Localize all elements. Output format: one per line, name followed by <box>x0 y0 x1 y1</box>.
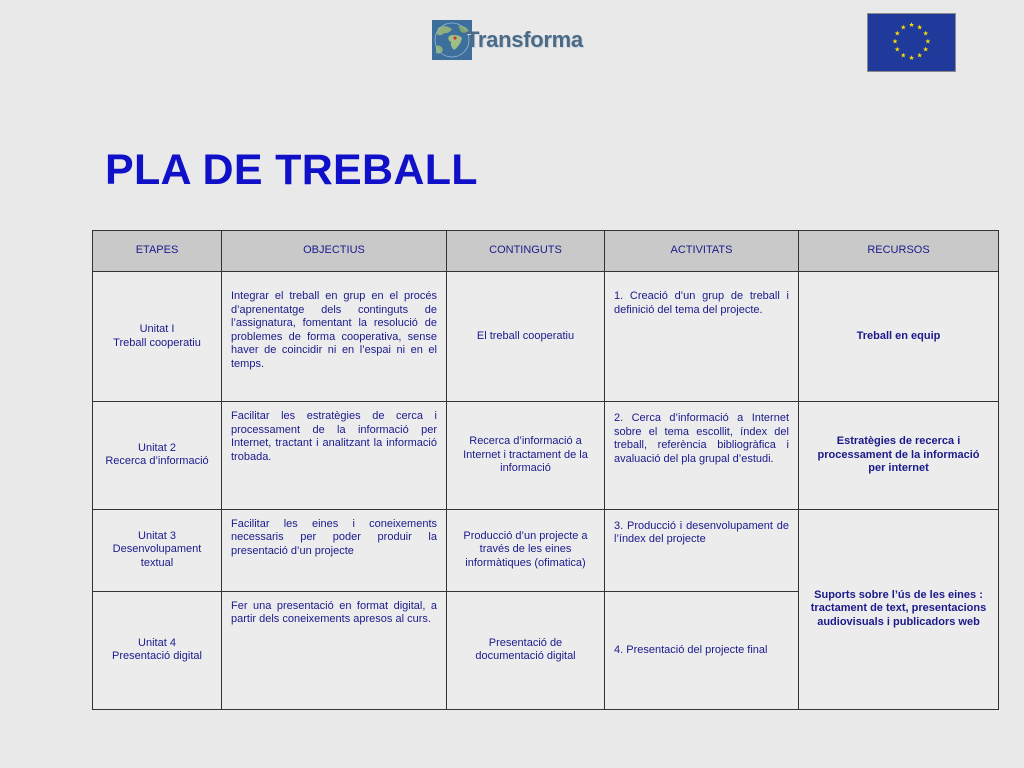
etapa-name: Desenvolupament textual <box>112 543 202 569</box>
logo-text: Transforma <box>466 27 583 52</box>
objectius-cell: Facilitar les eines i coneixements necessaris per poder produir la presentació d’un projecte <box>222 509 447 591</box>
svg-text:★: ★ <box>900 51 907 60</box>
continguts-cell: Producció d’un projecte a través de les eines informàtiques (ofimatica) <box>447 509 605 591</box>
continguts-cell: Recerca d’informació a Internet i tractament de la informació <box>447 402 605 509</box>
etapa-name: Recerca d’informació <box>105 455 209 468</box>
table-row <box>93 402 999 509</box>
svg-text:★: ★ <box>908 53 915 62</box>
header-continguts: CONTINGUTS <box>447 231 605 272</box>
etapa-unit: Unitat 4 <box>138 636 176 649</box>
page-title: PLA DE TREBALL <box>105 146 478 194</box>
etapa-cell <box>93 591 222 709</box>
etapa-cell <box>93 509 222 591</box>
svg-text:★: ★ <box>908 21 915 30</box>
etapa-cell <box>93 272 222 402</box>
recursos-cell: Estratègies de recerca i processament de la informació per internet <box>799 402 999 509</box>
etapa-unit: Unitat 2 <box>138 441 176 454</box>
etapa-unit: Unitat 3 <box>138 529 176 542</box>
header-activitats: ACTIVITATS <box>605 231 799 272</box>
continguts-cell: Presentació de documentació digital <box>447 591 605 709</box>
eu-flag <box>867 13 956 72</box>
etapa-unit: Unitat I <box>139 323 175 336</box>
activitats-cell: 1. Creació d’un grup de treball i definició del tema del projecte. <box>605 272 799 402</box>
svg-text:★: ★ <box>924 37 931 46</box>
activitats-cell: 4. Presentació del projecte final <box>605 591 799 709</box>
activitats-cell: 2. Cerca d’informació a Internet sobre el tema escollit, índex del treball, referència bibliogràfica i avaluació del pla grupal d’estudi. <box>605 402 799 509</box>
continguts-cell: El treball cooperatiu <box>447 272 605 402</box>
eu-flag-icon <box>868 14 955 71</box>
svg-text:★: ★ <box>900 23 907 32</box>
objectius-cell: Facilitar les estratègies de cerca i processament de la informació per Internet, tractant i analitzant la informació trobada. <box>222 402 447 509</box>
activitats-cell: 3. Producció i desenvolupament de l’índex del projecte <box>605 509 799 591</box>
transforma-logo <box>432 20 583 60</box>
header-etapes: ETAPES <box>93 231 222 272</box>
table-row <box>93 509 999 591</box>
objectius-cell: Fer una presentació en format digital, a partir dels coneixements apresos al curs. <box>222 591 447 709</box>
recursos-cell: Suports sobre l’ús de les eines : tractament de text, presentacions audiovisuals i publicadors web <box>799 509 999 709</box>
svg-text:★: ★ <box>894 29 901 38</box>
svg-text:★: ★ <box>922 45 929 54</box>
svg-text:★: ★ <box>922 29 929 38</box>
etapa-cell <box>93 402 222 509</box>
header-recursos: RECURSOS <box>799 231 999 272</box>
svg-text:★: ★ <box>894 45 901 54</box>
objectius-cell: Integrar el treball en grup en el procés d’aprenentatge dels continguts de l’assignatura, fomentant la resolució de problemes de forma cooperativa, sense haver de coincidir ni en l’espai ni en el temps. <box>222 272 447 402</box>
svg-text:★: ★ <box>916 23 923 32</box>
table-row <box>93 272 999 402</box>
etapa-name: Treball cooperatiu <box>113 336 201 349</box>
work-plan-table <box>92 230 999 710</box>
svg-text:★: ★ <box>916 51 923 60</box>
svg-text:★: ★ <box>892 37 899 46</box>
recursos-cell: Treball en equip <box>799 272 999 402</box>
header-objectius: OBJECTIUS <box>222 231 447 272</box>
etapa-name: Presentació digital <box>112 650 202 663</box>
table-header-row <box>93 231 999 272</box>
